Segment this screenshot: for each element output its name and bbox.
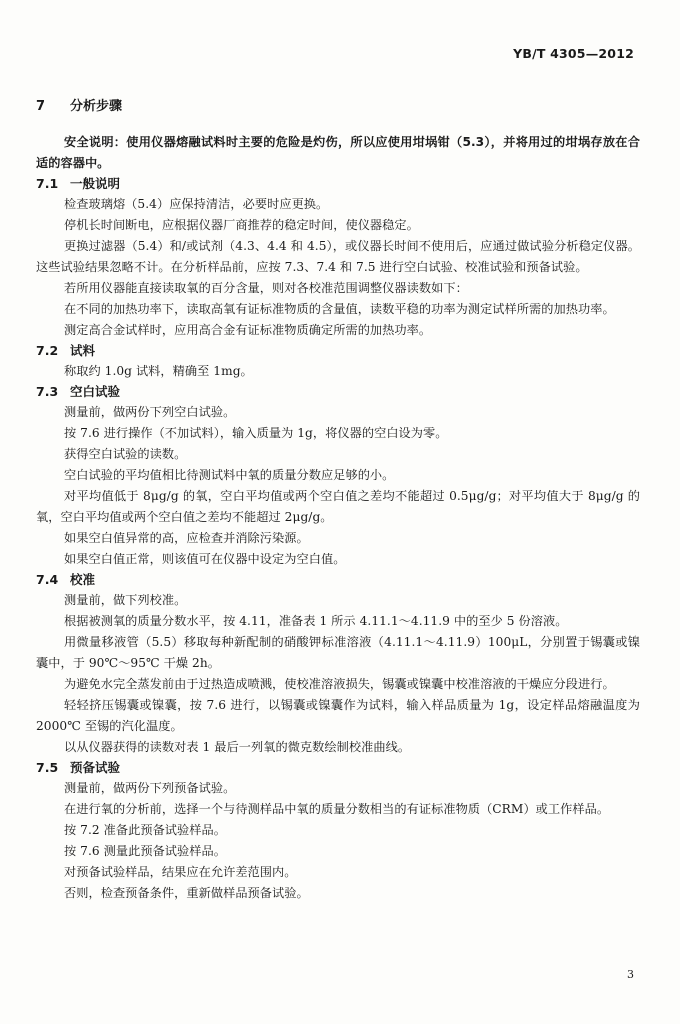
paragraph: 根据被测氧的质量分数水平，按 4.11，准备表 1 所示 4.11.1～4.11.9 中的至少 5 份溶液。: [64, 614, 568, 628]
paragraph: 停机长时间断电，应根据仪器厂商推荐的稳定时间，使仪器稳定。: [64, 218, 419, 232]
paragraph: 在不同的加热功率下，读取高氧有证标准物质的含量值，读数平稳的功率为测定试样所需的加热功率。: [64, 302, 615, 316]
paragraph: 轻轻挤压锡囊或镍囊，按 7.6 进行，以锡囊或镍囊作为试料，输入样品质量为 1g，设定样品熔融温度为 2000℃ 至锡的汽化温度。: [36, 698, 640, 733]
subsection-number: 7.4: [36, 572, 59, 587]
page-content: [36, 96, 640, 904]
paragraph: 按 7.2 准备此预备试验样品。: [64, 823, 226, 837]
paragraph: 测量前，做两份下列预备试验。: [64, 781, 236, 795]
paragraph: 称取约 1.0g 试料，精确至 1mg。: [64, 364, 253, 378]
section-number: 7: [36, 99, 46, 114]
paragraph: 检查玻璃熔（5.4）应保持清洁，必要时应更换。: [64, 197, 329, 211]
paragraph: 对平均值低于 8μg/g 的氧，空白平均值或两个空白值之差均不能超过 0.5μg/g；对平均值大于 8μg/g 的氧，空白平均值或两个空白值之差均不能超过 2μg/g。: [36, 489, 640, 524]
subsection-heading: [36, 570, 640, 590]
subsection-title: 预备试验: [70, 760, 121, 775]
subsection-number: 7.3: [36, 384, 59, 399]
paragraph: 在进行氧的分析前，选择一个与待测样品中氧的质量分数相当的有证标准物质（CRM）或工作样品。: [64, 802, 610, 816]
standard-code: YB/T 4305—2012: [513, 46, 634, 61]
paragraph: 按 7.6 测量此预备试验样品。: [64, 844, 226, 858]
subsection-number: 7.5: [36, 760, 59, 775]
subsection-title: 一般说明: [70, 176, 121, 191]
subsection-heading: [36, 758, 640, 778]
section-title: 分析步骤: [70, 99, 123, 114]
paragraph: 测量前，做下列校准。: [64, 593, 187, 607]
paragraph: 按 7.6 进行操作（不加试料），输入质量为 1g，将仪器的空白设为零。: [64, 426, 448, 440]
paragraph: 获得空白试验的读数。: [64, 447, 187, 461]
paragraph: 更换过滤器（5.4）和/或试剂（4.3、4.4 和 4.5），或仪器长时间不使用后，应通过做试验分析稳定仪器。这些试验结果忽略不计。在分析样品前，应按 7.3、7.4 和 7.5 进行空白试验、校准试验和预备试验。: [36, 239, 640, 274]
subsection-heading: [36, 174, 640, 194]
paragraph: 空白试验的平均值相比待测试料中氧的质量分数应足够的小。: [64, 468, 395, 482]
subsection-title: 校准: [70, 572, 96, 587]
paragraph: 若所用仪器能直接读取氧的百分含量，则对各校准范围调整仪器读数如下：: [64, 281, 468, 295]
page-number: 3: [627, 968, 634, 981]
paragraph: 为避免水完全蒸发前由于过热造成喷溅，使校准溶液损失，锡囊或镍囊中校准溶液的干燥应分段进行。: [64, 677, 615, 691]
paragraph: 否则，检查预备条件，重新做样品预备试验。: [64, 886, 309, 900]
paragraph: 以从仪器获得的读数对表 1 最后一列氧的微克数绘制校准曲线。: [64, 740, 411, 754]
paragraph: 用微量移液管（5.5）移取每种新配制的硝酸钾标准溶液（4.11.1～4.11.9）100μL，分别置于锡囊或镍囊中，于 90℃～95℃ 干燥 2h。: [36, 635, 640, 670]
subsection-title: 空白试验: [70, 384, 121, 399]
paragraph: 如果空白值正常，则该值可在仪器中设定为空白值。: [64, 552, 346, 566]
subsection-heading: [36, 341, 640, 361]
paragraph: 对预备试验样品，结果应在允许差范围内。: [64, 865, 297, 879]
paragraph: 如果空白值异常的高，应检查并消除污染源。: [64, 531, 309, 545]
safety-note: 安全说明：使用仪器熔融试料时主要的危险是灼伤，所以应使用坩埚钳（5.3），并将用过的坩埚存放在合适的容器中。: [36, 135, 640, 170]
subsection-number: 7.2: [36, 343, 59, 358]
paragraph: 测量前，做两份下列空白试验。: [64, 405, 236, 419]
subsection-title: 试料: [70, 343, 96, 358]
section-heading: [36, 96, 640, 118]
paragraph: 测定高合金试样时，应用高合金有证标准物质确定所需的加热功率。: [64, 323, 432, 337]
subsection-heading: [36, 382, 640, 402]
subsection-number: 7.1: [36, 176, 59, 191]
